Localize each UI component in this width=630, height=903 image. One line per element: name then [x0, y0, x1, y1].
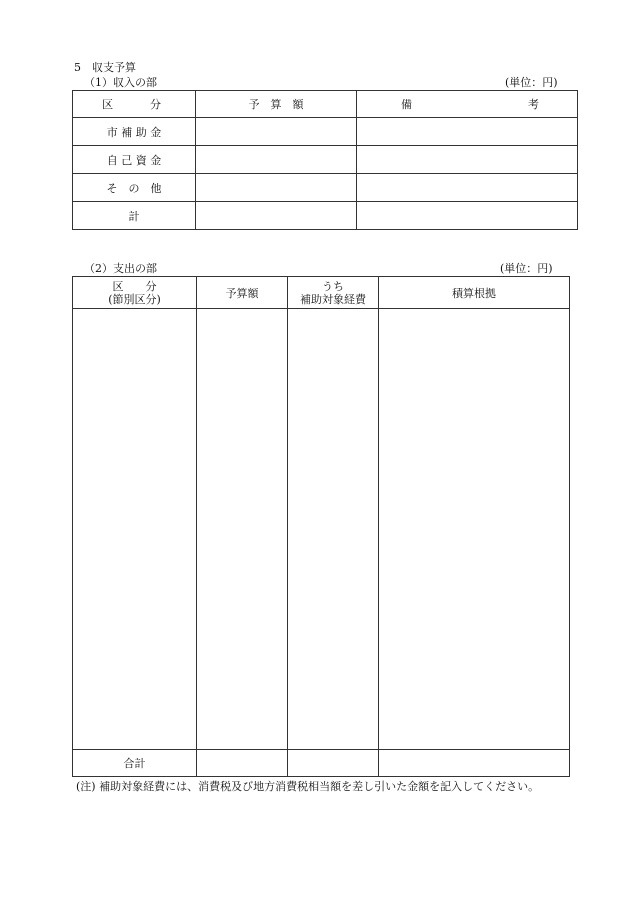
income-row-remarks[interactable] [357, 146, 578, 174]
expense-total-subsidy[interactable] [288, 750, 379, 777]
income-row-category: 市 補 助 金 [73, 118, 196, 146]
expense-body-budget[interactable] [197, 309, 288, 750]
expense-header-row [73, 277, 570, 309]
expense-header-basis: 積算根拠 [379, 277, 570, 309]
income-row [73, 118, 578, 146]
expense-header-category-line2: (節別区分) [108, 292, 161, 306]
income-row-category: そ の 他 [73, 174, 196, 202]
income-table [72, 90, 578, 230]
expense-total-row [73, 750, 570, 777]
expense-header-subsidy-line1: うち [322, 279, 344, 293]
income-row-category: 自 己 資 金 [73, 146, 196, 174]
expense-header-category-line1: 区 分 [112, 279, 157, 293]
income-row-remarks[interactable] [357, 174, 578, 202]
expense-body-basis[interactable] [379, 309, 570, 750]
income-header-budget: 予 算 額 [196, 91, 357, 118]
footnote: (注) 補助対象経費には、消費税及び地方消費税相当額を差し引いた金額を記入してください。 [76, 780, 540, 793]
income-header-category [73, 91, 196, 118]
income-total-remarks[interactable] [357, 202, 578, 230]
expense-header-category [73, 277, 197, 309]
income-header-category-text: 区 分 [102, 98, 166, 111]
income-row-remarks[interactable] [357, 118, 578, 146]
income-row [73, 146, 578, 174]
income-header-remarks [357, 91, 578, 118]
section-title: 5 収支予算 [74, 61, 136, 74]
expense-table [72, 276, 570, 777]
income-subtitle: （1）収入の部 [84, 76, 157, 89]
expense-body-subsidy[interactable] [288, 309, 379, 750]
expense-total-basis[interactable] [379, 750, 570, 777]
income-header-remarks-1: 備 [401, 98, 412, 111]
income-row [73, 174, 578, 202]
income-row-budget[interactable] [196, 174, 357, 202]
income-row-budget[interactable] [196, 146, 357, 174]
income-total-budget[interactable] [196, 202, 357, 230]
income-header-row [73, 91, 578, 118]
expense-subtitle: （2）支出の部 [84, 262, 157, 275]
expense-total-label: 合計 [73, 750, 197, 777]
expense-header-subsidy-line2: 補助対象経費 [300, 292, 366, 306]
expense-body-row [73, 309, 570, 750]
income-header-remarks-2: 考 [528, 98, 539, 111]
expense-body-category[interactable] [73, 309, 197, 750]
expense-header-budget: 予算額 [197, 277, 288, 309]
income-row-budget[interactable] [196, 118, 357, 146]
income-total-label: 計 [73, 202, 196, 230]
expense-header-subsidy [288, 277, 379, 309]
expense-total-budget[interactable] [197, 750, 288, 777]
income-total-row [73, 202, 578, 230]
income-unit-label: (単位：円) [505, 76, 558, 89]
expense-unit-label: (単位：円) [500, 262, 553, 275]
